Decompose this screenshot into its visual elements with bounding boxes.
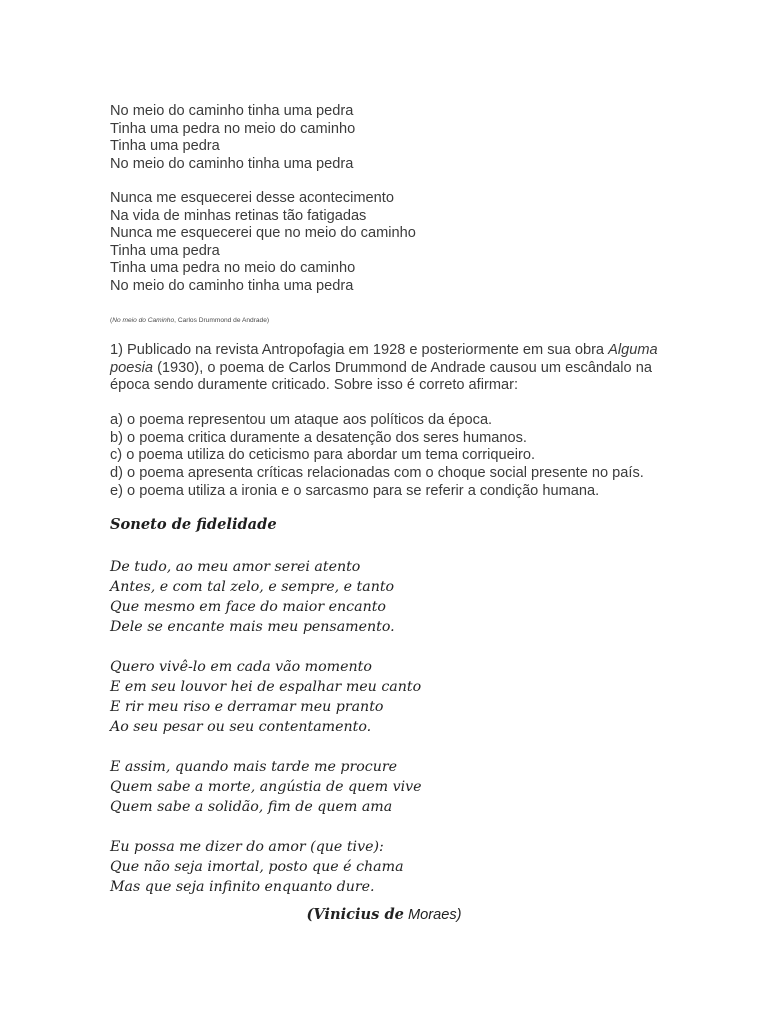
question-line: época sendo duramente criticado. Sobre isso é correto afirmar: — [110, 377, 519, 394]
sonnet-line: Ao seu pesar ou seu contentamento. — [110, 719, 372, 735]
option-d: d) o poema apresenta críticas relacionadas com o choque social presente no país. — [110, 465, 644, 482]
poem-line: Tinha uma pedra no meio do caminho — [110, 260, 356, 276]
sonnet-line: Quero vivê-lo em cada vão momento — [110, 659, 372, 675]
author-last-name: Moraes) — [403, 907, 462, 923]
sonnet-stanza-3 — [110, 757, 422, 817]
sonnet-line: Que não seja imortal, posto que é chama — [110, 859, 404, 875]
answer-options — [110, 412, 644, 501]
caption-poem-title: No meio do Caminho — [112, 317, 175, 324]
sonnet-line: Antes, e com tal zelo, e sempre, e tanto — [110, 579, 395, 595]
sonnet-line: Mas que seja infinito enquanto dure. — [110, 879, 375, 895]
sonnet-stanza-4 — [110, 837, 404, 897]
sonnet-line: E em seu louvor hei de espalhar meu canto — [110, 679, 422, 695]
sonnet-line: Eu possa me dizer do amor (que tive): — [110, 839, 384, 855]
sonnet-line: Quem sabe a morte, angústia de quem vive — [110, 779, 422, 795]
sonnet-line: E assim, quando mais tarde me procure — [110, 759, 398, 775]
option-a: a) o poema representou um ataque aos políticos da época. — [110, 412, 493, 428]
sonnet-line: De tudo, ao meu amor serei atento — [110, 559, 361, 575]
poem-line: No meio do caminho tinha uma pedra — [110, 277, 354, 294]
option-b: b) o poema critica duramente a desatenção dos seres humanos. — [110, 429, 527, 446]
sonnet-line: E rir meu riso e derramar meu pranto — [110, 699, 384, 715]
poem-line: Na vida de minhas retinas tão fatigadas — [110, 207, 367, 224]
sonnet-stanza-2 — [110, 657, 421, 737]
question-text-part: 1) Publicado na revista Antropofagia em 1928 e posteriormente em sua obra — [110, 342, 609, 358]
sonnet-author — [0, 906, 768, 924]
book-title-part: Alguma — [608, 342, 658, 358]
sonnet-line: Que mesmo em face do maior encanto — [110, 599, 386, 615]
sonnet-title: Soneto de fidelidade — [110, 516, 277, 533]
poem-source-caption — [110, 317, 269, 325]
poem-stanza-1 — [110, 103, 355, 173]
question-text — [110, 342, 710, 395]
question-line — [110, 360, 710, 378]
poem-line: No meio do caminho tinha uma pedra — [110, 155, 354, 172]
poem-line: Nunca me esquecerei que no meio do caminho — [110, 225, 416, 241]
sonnet-line: Dele se encante mais meu pensamento. — [110, 619, 395, 635]
sonnet-stanza-1 — [110, 557, 395, 637]
poem-line: No meio do caminho tinha uma pedra — [110, 103, 354, 119]
option-e: e) o poema utiliza a ironia e o sarcasmo para se referir a condição humana. — [110, 482, 600, 499]
caption-open: ( — [110, 317, 113, 324]
poem-line: Tinha uma pedra — [110, 242, 220, 259]
option-c: c) o poema utiliza do ceticismo para abordar um tema corriqueiro. — [110, 447, 536, 464]
poem-line: Tinha uma pedra no meio do caminho — [110, 120, 356, 137]
book-title-part: poesia — [110, 359, 154, 376]
poem-stanza-2 — [110, 190, 416, 295]
poem-line: Nunca me esquecerei desse acontecimento — [110, 190, 394, 206]
poem-line: Tinha uma pedra — [110, 138, 220, 154]
question-text-part: (1930), o poema de Carlos Drummond de Andrade causou um escândalo na — [153, 359, 652, 376]
author-first-name: (Vinicius de — [306, 906, 404, 923]
question-line — [110, 342, 710, 360]
sonnet-line: Quem sabe a solidão, fim de quem ama — [110, 799, 393, 815]
caption-author: , Carlos Drummond de Andrade) — [174, 317, 270, 324]
